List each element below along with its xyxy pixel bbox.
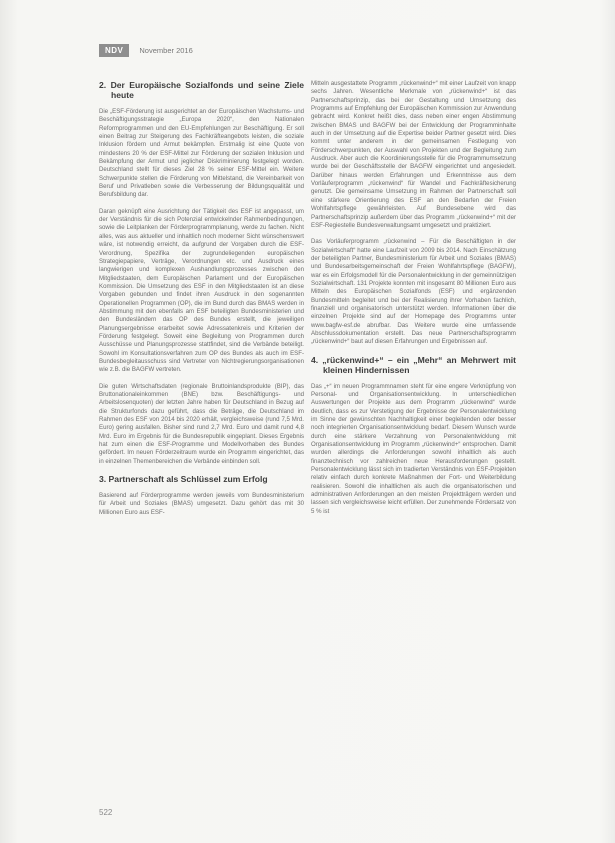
paragraph: Die „ESF-Förderung ist ausgerichtet an der Europäischen Wachstums- und Beschäftigungsstrategie „Europa 2020“, den Nationalen Reformprogrammen und den EU-Empfehlungen zur Beschäftigung. Er soll einen Beitrag zur Steigerung des Fachkräfteangebots leisten, die soziale Inklusion fördern und Armut bekämpfen. Erstmalig ist eine Quote von mindestens 20 % der ESF-Mittel zur Förderung der sozialen Inklusion und Bekämpfung der Armut und jeglicher Diskriminierung festgelegt worden. Deutschland stellt für dieses Ziel 28 % seiner ESF-Mittel ein. Weitere Schwerpunkte stellen die Förderung von Mittelstand, die Vereinbarkeit von Beruf und Privatleben sowie die Verbesserung der Bildungsqualität und Berufsbildung dar. [99, 108, 304, 199]
paragraph: Mitteln ausgestattete Programm „rückenwind+“ mit einer Laufzeit von knapp sechs Jahren. Wesentliche Merkmale von „rückenwind+“ ist das Partnerschaftsprinzip, das bei der Gestaltung und Umsetzung des Programms auf Empfehlung der Europäischen Kommission zur Anwendung gebracht wird. Konkret heißt dies, dass neben einer engen Abstimmung zwischen BMAS und BAGFW bei der Entwicklung der Programminhalte auch in der Umsetzung auf die Expertise beider Partner gesetzt wird. Dies kommt unter anderem in der gemeinsamen Festlegung von Förderschwerpunkten, der Auswahl von Projekten und der Begleitung zum Ausdruck. Aber auch die Koordinierungsstelle für die Programmumsetzung wurde bei der Geschäftsstelle der BAGFW eingerichtet und angesiedelt. Darüber hinaus werden Erfahrungen und Erkenntnisse aus dem Vorläuferprogramm „rückenwind“ für Wandel und Fachkräftesicherung genutzt. Die gemeinsame Umsetzung im Rahmen der Partnerschaft soll eine stärkere Orientierung des ESF an den Bedarfen der Freien Wohlfahrtspflege gewährleisten. Auf Bundesebene wird das Partnerschaftsprinzip außerdem über das Programm „rückenwind+“ mit der ESF-Regiestelle Bundesverwaltungsamt umgesetzt und praktiziert. [311, 80, 516, 229]
page-header [99, 43, 193, 57]
paragraph: Basierend auf Förderprogramme werden jeweils vom Bundesministerium für Arbeit und Soziales (BMAS) umgesetzt. Dazu gehört das mit 30 Millionen Euro aus ESF- [99, 492, 304, 516]
journal-badge: NDV [99, 44, 129, 57]
left-column [99, 80, 304, 525]
section-heading-3: 3. Partnerschaft als Schlüssel zum Erfolg [99, 474, 268, 485]
paragraph: Die guten Wirtschaftsdaten (regionale Bruttoinlandsprodukte (BIP), das Bruttonationaleinkommen (BNE) bzw. Beschäftigungs- und Arbeitslosenquoten) der letzten Jahre haben für Deutschland in Bezug auf die Strukturfonds dazu geführt, dass die Beträge, die Deutschland im Rahmen des ESF von 2014 bis 2020 erhält, vergleichsweise (rund 7,5 Mrd. Euro) gering ausfallen. Bisher sind rund 2,7 Mrd. Euro und damit rund 4,8 Mrd. Euro im Ergebnis für die Bundesrepublik eingeplant. Dieses Ergebnis hat zum einen die ESF-Programme und Modellvorhaben des Bundes gefördert. Im neuen Förderzeitraum wurde ein Programm eingerichtet, das in einzelnen Themenbereichen die Verbände einbinden soll. [99, 382, 304, 465]
page-number: 522 [99, 808, 113, 817]
section-heading-2: 2. Der Europäische Sozialfonds und seine Ziele heute [99, 80, 304, 100]
section-heading-4: 4. „rückenwind+“ – ein „Mehr“ an Mehrwert mit kleinen Hindernissen [311, 354, 516, 375]
paragraph: Das „+“ im neuen Programmnamen steht für eine engere Verknüpfung von Personal- und Organisationsentwicklung. In unterschiedlichen Auswertungen der Projekte aus dem Programm „rückenwind“ wurde deutlich, dass es zur Verstetigung der Ergebnisse der Personalentwicklung im Sinne der gewünschten Nachhaltigkeit einer begleitenden oder besser noch integrierten Organisationsentwicklung bedarf. Diesem Wunsch wurde durch eine stärkere Verzahnung von Personalentwicklung mit Organisationsentwicklung im Programm „rückenwind+“ entsprochen. Damit wurden allerdings die Anforderungen sowohl inhaltlich als auch finanztechnisch vor zahlreichen neue Herausforderungen gestellt. Personalentwicklung lässt sich im tradierten Verständnis von ESF-Projekten relativ einfach durch konkrete Maßnahmen der Fort- und Weiterbildung realisieren. Sowohl die inhaltlichen als auch die organisatorischen und administrativen Anforderungen an den meisten Projektträgern werden und lassen sich vergleichsweise leicht erfüllen. Der zunehmende Fördersatz von 5 % ist [311, 382, 516, 515]
paragraph: Daran geknüpft eine Ausrichtung der Tätigkeit des ESF ist angepasst, um der Verständnis für die sich Potenzial entwickelnder Rahmenbedingungen, sowie die Leitplanken der Förderprogrammplanung, werde zu fachen. Nicht alles, was aus aktueller und inhaltlich noch moderner Sicht wünschenswert wäre, ist notwendig erreicht, da aufgrund der Vorgaben durch die ESF-Verordnung, Spezifika der zugrundeliegenden europäischen Strategiepapiere, Verträge, Verordnungen etc. und Ausdruck eines langwierigen und komplexen Aushandlungsprozesses zwischen den Mitgliedstaaten, dem Europäischen Parlament und der Europäischen Kommission. Die Umsetzung des ESF in den Mitgliedstaaten ist an diese Vorgaben gebunden und findet ihren Ausdruck in den sogenannten Operationellen Programmen (OP), die im Bund durch das BMAS werden in Abstimmung mit den ebenfalls am ESF beteiligten Bundesministerien und den Bundesländern das OP des Bundes erstellt, die jeweiligen Planungsergebnisse erarbeitet sowie Adressatenkreis und Kriterien der Förderung festgelegt. Soweit eine Begleitung von Programmen durch Ausschüsse und Planungsprozesse stattfindet, sind die Verbände beteiligt. Sowohl im Konsultationsverfahren zum OP des Bundes als auch im ESF-Bundesbegleitausschuss sind Vertreter von Nichtregierungsorganisationen wie z.B. die BAGFW vertreten. [99, 207, 304, 374]
right-column [311, 80, 516, 524]
issue-date: November 2016 [139, 45, 193, 55]
paragraph: Das Vorläuferprogramm „rückenwind – Für die Beschäftigten in der Sozialwirtschaft“ hatte eine Laufzeit von 2009 bis 2014. Nach Einschätzung der beteiligten Partner, Bundesministerium für Arbeit und Soziales (BMAS) und Bundesarbeitsgemeinschaft der Freien Wohlfahrtspflege (BAGFW), war es ein Erfolgsmodell für die Personalentwicklung in der gemeinnützigen Sozialwirtschaft. 131 Projekte konnten mit insgesamt 80 Millionen Euro aus Mitteln des Europäischen Sozialfonds (ESF) und ergänzenden Bundesmitteln begleitet und bei der Realisierung ihrer Vorhaben fachlich, finanziell und organisatorisch unterstützt werden. Informationen über die einzelnen Projekte sind auf der Homepage des Programms unter www.bagfw-esf.de abrufbar. Das Weitere wurde eine umfassende Abschlussdokumentation erstellt. Das neue Partnerschaftsprogramm „rückenwind+“ baut auf diesen Erfahrungen und Ergebnissen auf. [311, 238, 516, 346]
